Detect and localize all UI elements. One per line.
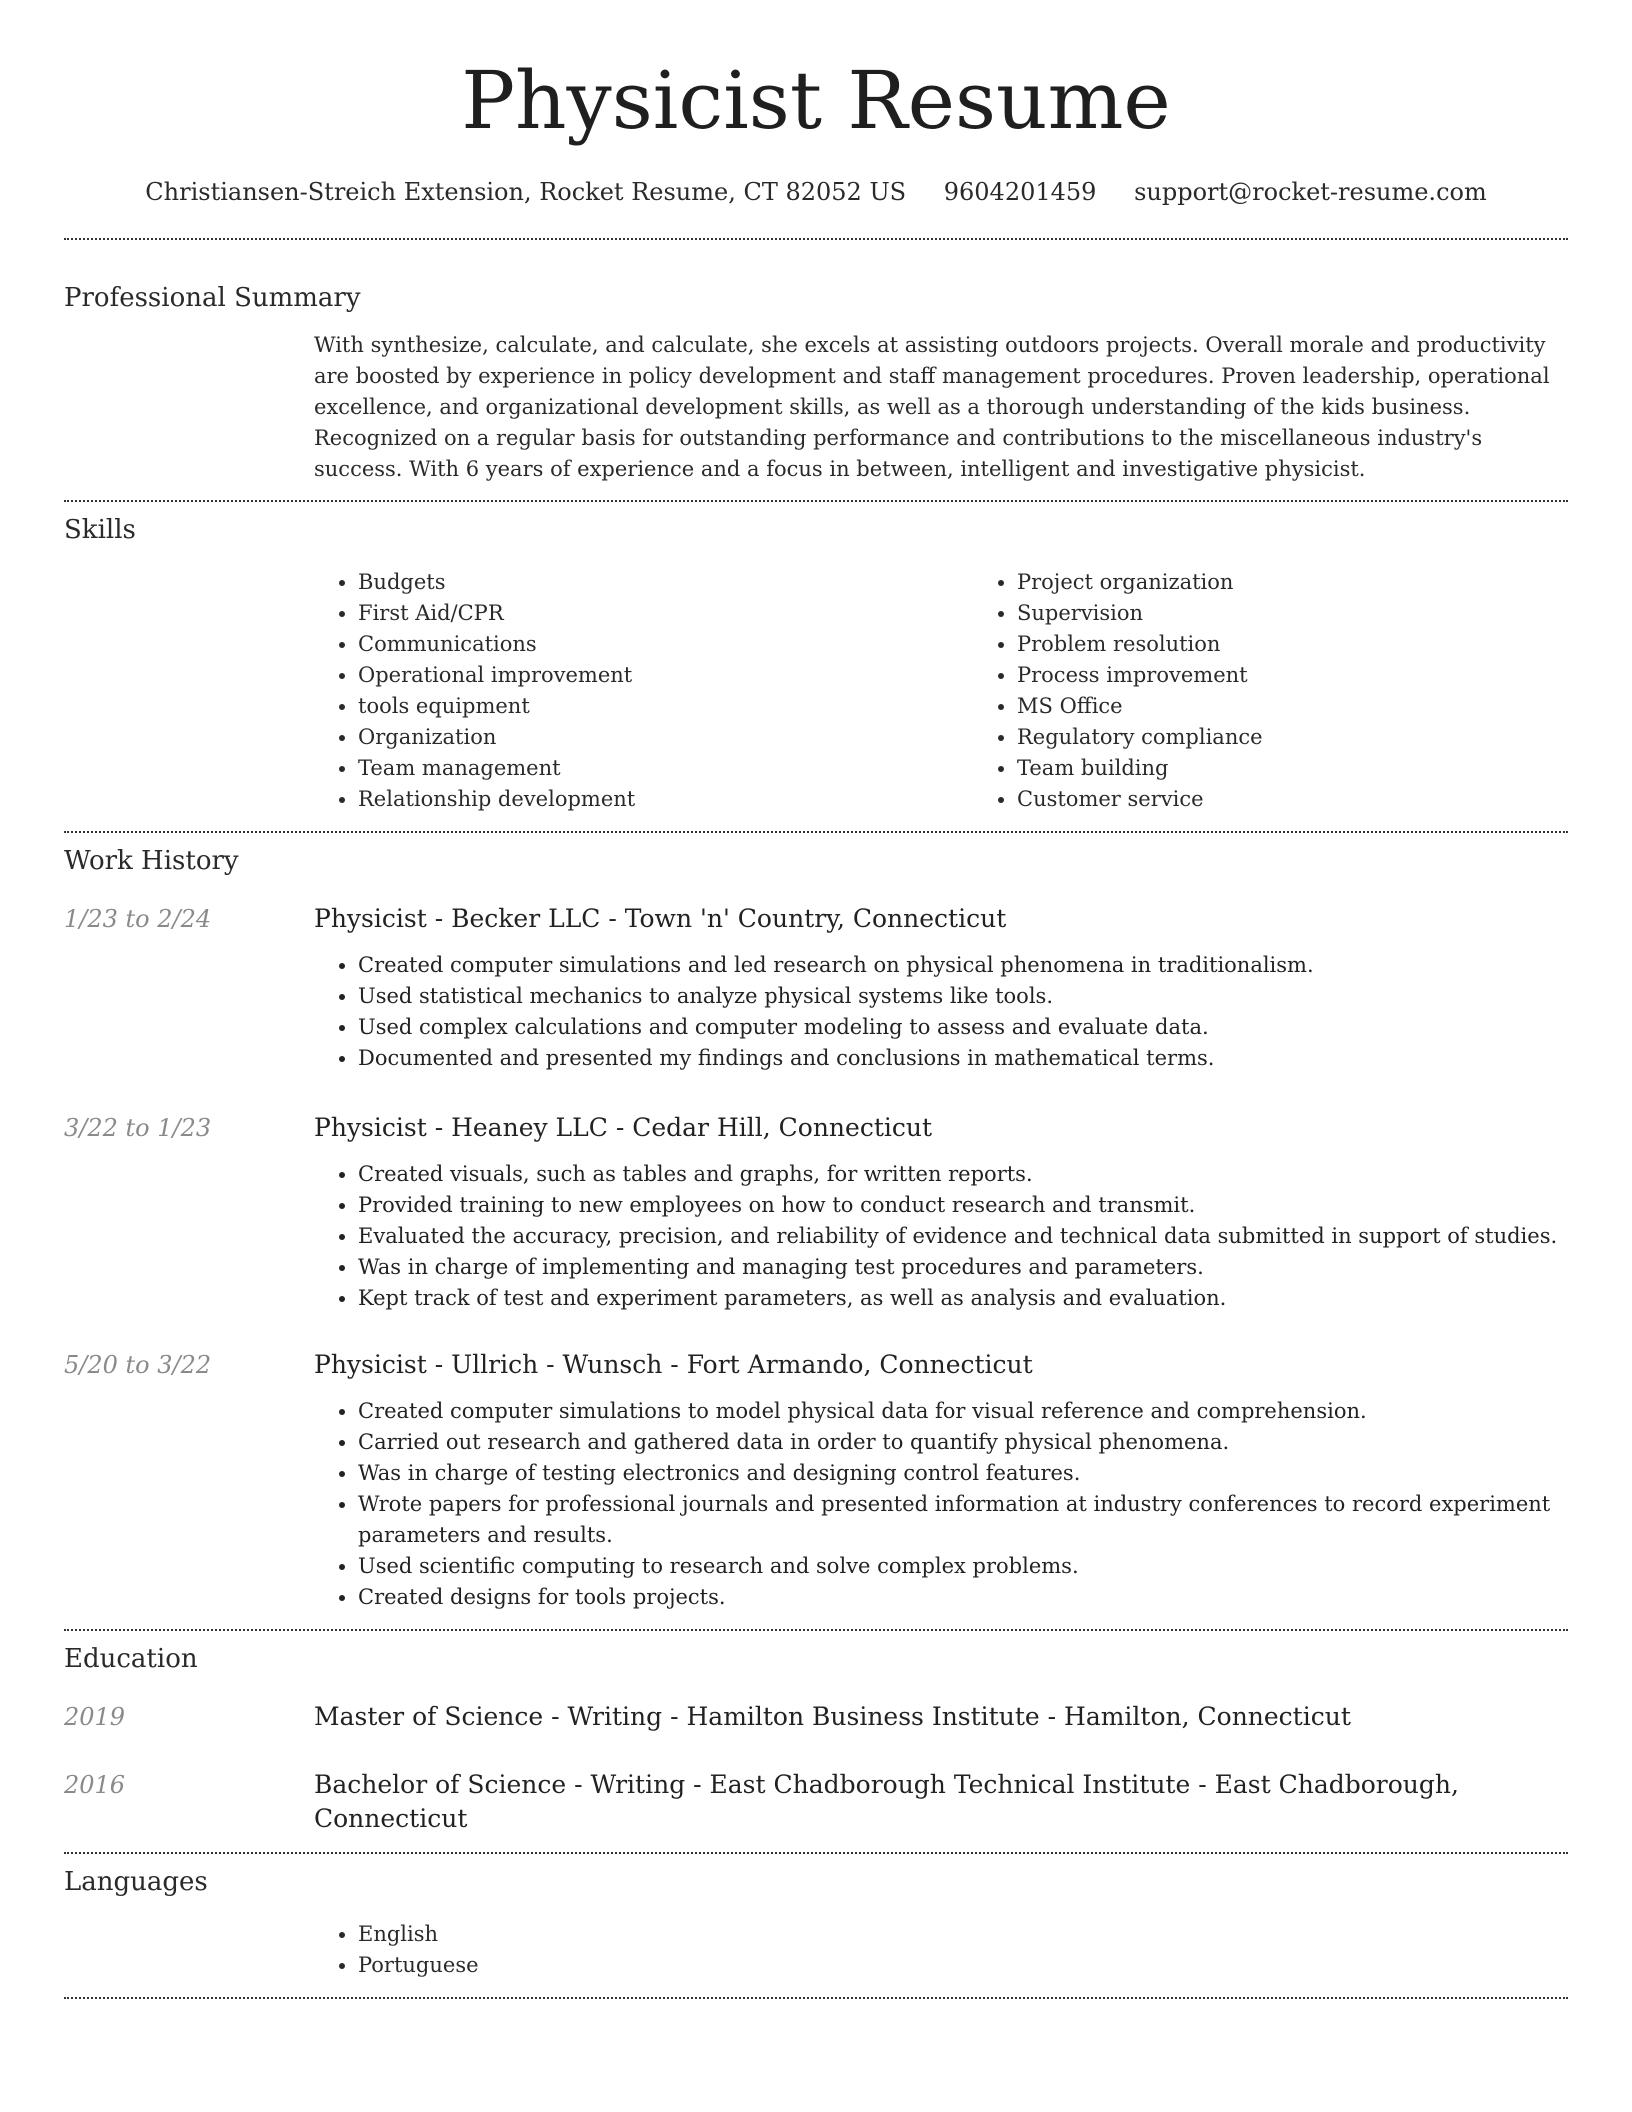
job-bullet: • Wrote papers for professional journals and presented information at industry conferences to record experiment parameters and results.: [358, 1489, 1568, 1551]
contact-email: support@rocket-resume.com: [1134, 178, 1487, 206]
job-details: [314, 1111, 1568, 1314]
job-title: Physicist - Ullrich - Wunsch - Fort Armando, Connecticut: [314, 1350, 1033, 1379]
skill-item: • Problem resolution: [1017, 629, 1632, 660]
contact-phone: 9604201459: [943, 178, 1097, 206]
contact-address: Christiansen-Streich Extension, Rocket Resume, CT 82052 US: [145, 178, 907, 206]
skills-list: [314, 567, 1568, 815]
job-title: Physicist - Becker LLC - Town 'n' Country, Connecticut: [314, 904, 1007, 933]
skill-item: • Supervision: [1017, 598, 1632, 629]
language-item: • English: [358, 1919, 1568, 1950]
job-entry: [64, 1348, 1568, 1613]
section-heading-work: Work History: [64, 846, 239, 876]
job-details: [314, 1348, 1568, 1613]
job-bullets: [314, 1396, 1568, 1613]
education-entry: [64, 1700, 1568, 1734]
job-dates: 1/23 to 2/24: [64, 905, 212, 933]
education-year: 2019: [64, 1703, 126, 1731]
section-heading-skills: Skills: [64, 515, 136, 545]
skill-item: • Regulatory compliance: [1017, 722, 1632, 753]
job-bullets: [314, 1159, 1568, 1314]
skill-item: • Budgets: [358, 567, 973, 598]
education-degree: Master of Science - Writing - Hamilton Business Institute - Hamilton, Connecticut: [314, 1702, 1351, 1731]
skill-item: • tools equipment: [358, 691, 973, 722]
summary-text: With synthesize, calculate, and calculate, she excels at assisting outdoors projects. Overall morale and productivity are boosted by experience in policy development and staff management procedures. Proven leadership, operational excellence, and organizational development skills, as well as a thorough understanding of the kids business. Recognized on a regular basis for outstanding performance and contributions to the miscellaneous industry's success. With 6 years of experience and a focus in between, intelligent and investigative physicist.: [314, 333, 1550, 481]
page-title: Physicist Resume: [461, 54, 1171, 147]
skill-item: • Team building: [1017, 753, 1632, 784]
job-bullet: • Carried out research and gathered data in order to quantify physical phenomena.: [358, 1427, 1568, 1458]
skill-item: • Operational improvement: [358, 660, 973, 691]
job-bullet: • Created designs for tools projects.: [358, 1582, 1568, 1613]
job-entry: [64, 1111, 1568, 1314]
job-bullet: • Used complex calculations and computer modeling to assess and evaluate data.: [358, 1012, 1568, 1043]
skill-item: • Team management: [358, 753, 973, 784]
skill-item: • Communications: [358, 629, 973, 660]
section-heading-languages: Languages: [64, 1867, 208, 1897]
language-item: • Portuguese: [358, 1950, 1568, 1981]
job-bullet: • Provided training to new employees on how to conduct research and transmit.: [358, 1190, 1568, 1221]
contact-line: [64, 176, 1568, 208]
divider: [64, 1997, 1568, 1999]
skills-column-right: [973, 567, 1632, 815]
languages-list: [314, 1919, 1568, 1981]
job-bullet: • Used scientific computing to research and solve complex problems.: [358, 1551, 1568, 1582]
job-details: [314, 902, 1568, 1074]
education-year: 2016: [64, 1771, 126, 1799]
job-bullet: • Created computer simulations to model physical data for visual reference and comprehension.: [358, 1396, 1568, 1427]
job-bullet: • Was in charge of testing electronics and designing control features.: [358, 1458, 1568, 1489]
job-dates: 3/22 to 1/23: [64, 1114, 212, 1142]
skill-item: • Customer service: [1017, 784, 1632, 815]
job-bullets: [314, 950, 1568, 1074]
skill-item: • First Aid/CPR: [358, 598, 973, 629]
education-entry: [64, 1768, 1568, 1836]
job-title: Physicist - Heaney LLC - Cedar Hill, Connecticut: [314, 1113, 933, 1142]
job-bullet: • Was in charge of implementing and managing test procedures and parameters.: [358, 1252, 1568, 1283]
job-bullet: • Created computer simulations and led research on physical phenomena in traditionalism.: [358, 950, 1568, 981]
languages-bullets: [314, 1919, 1568, 1981]
skill-item: • Relationship development: [358, 784, 973, 815]
divider: [64, 1852, 1568, 1854]
job-bullet: • Kept track of test and experiment parameters, as well as analysis and evaluation.: [358, 1283, 1568, 1314]
section-heading-education: Education: [64, 1644, 198, 1674]
job-entry: [64, 902, 1568, 1074]
job-bullet: • Evaluated the accuracy, precision, and reliability of evidence and technical data submitted in support of studies.: [358, 1221, 1568, 1252]
education-degree: Bachelor of Science - Writing - East Chadborough Technical Institute - East Chadborough, Connecticut: [314, 1770, 1459, 1833]
divider: [64, 500, 1568, 502]
section-heading-summary: Professional Summary: [64, 283, 361, 313]
resume-page: [64, 0, 1568, 1999]
skill-item: • Organization: [358, 722, 973, 753]
skill-item: • MS Office: [1017, 691, 1632, 722]
divider: [64, 831, 1568, 833]
job-bullet: • Used statistical mechanics to analyze physical systems like tools.: [358, 981, 1568, 1012]
skill-item: • Project organization: [1017, 567, 1632, 598]
divider: [64, 238, 1568, 240]
skill-item: • Process improvement: [1017, 660, 1632, 691]
job-bullet: • Documented and presented my findings and conclusions in mathematical terms.: [358, 1043, 1568, 1074]
job-bullet: • Created visuals, such as tables and graphs, for written reports.: [358, 1159, 1568, 1190]
job-dates: 5/20 to 3/22: [64, 1351, 212, 1379]
divider: [64, 1629, 1568, 1631]
skills-column-left: [314, 567, 973, 815]
